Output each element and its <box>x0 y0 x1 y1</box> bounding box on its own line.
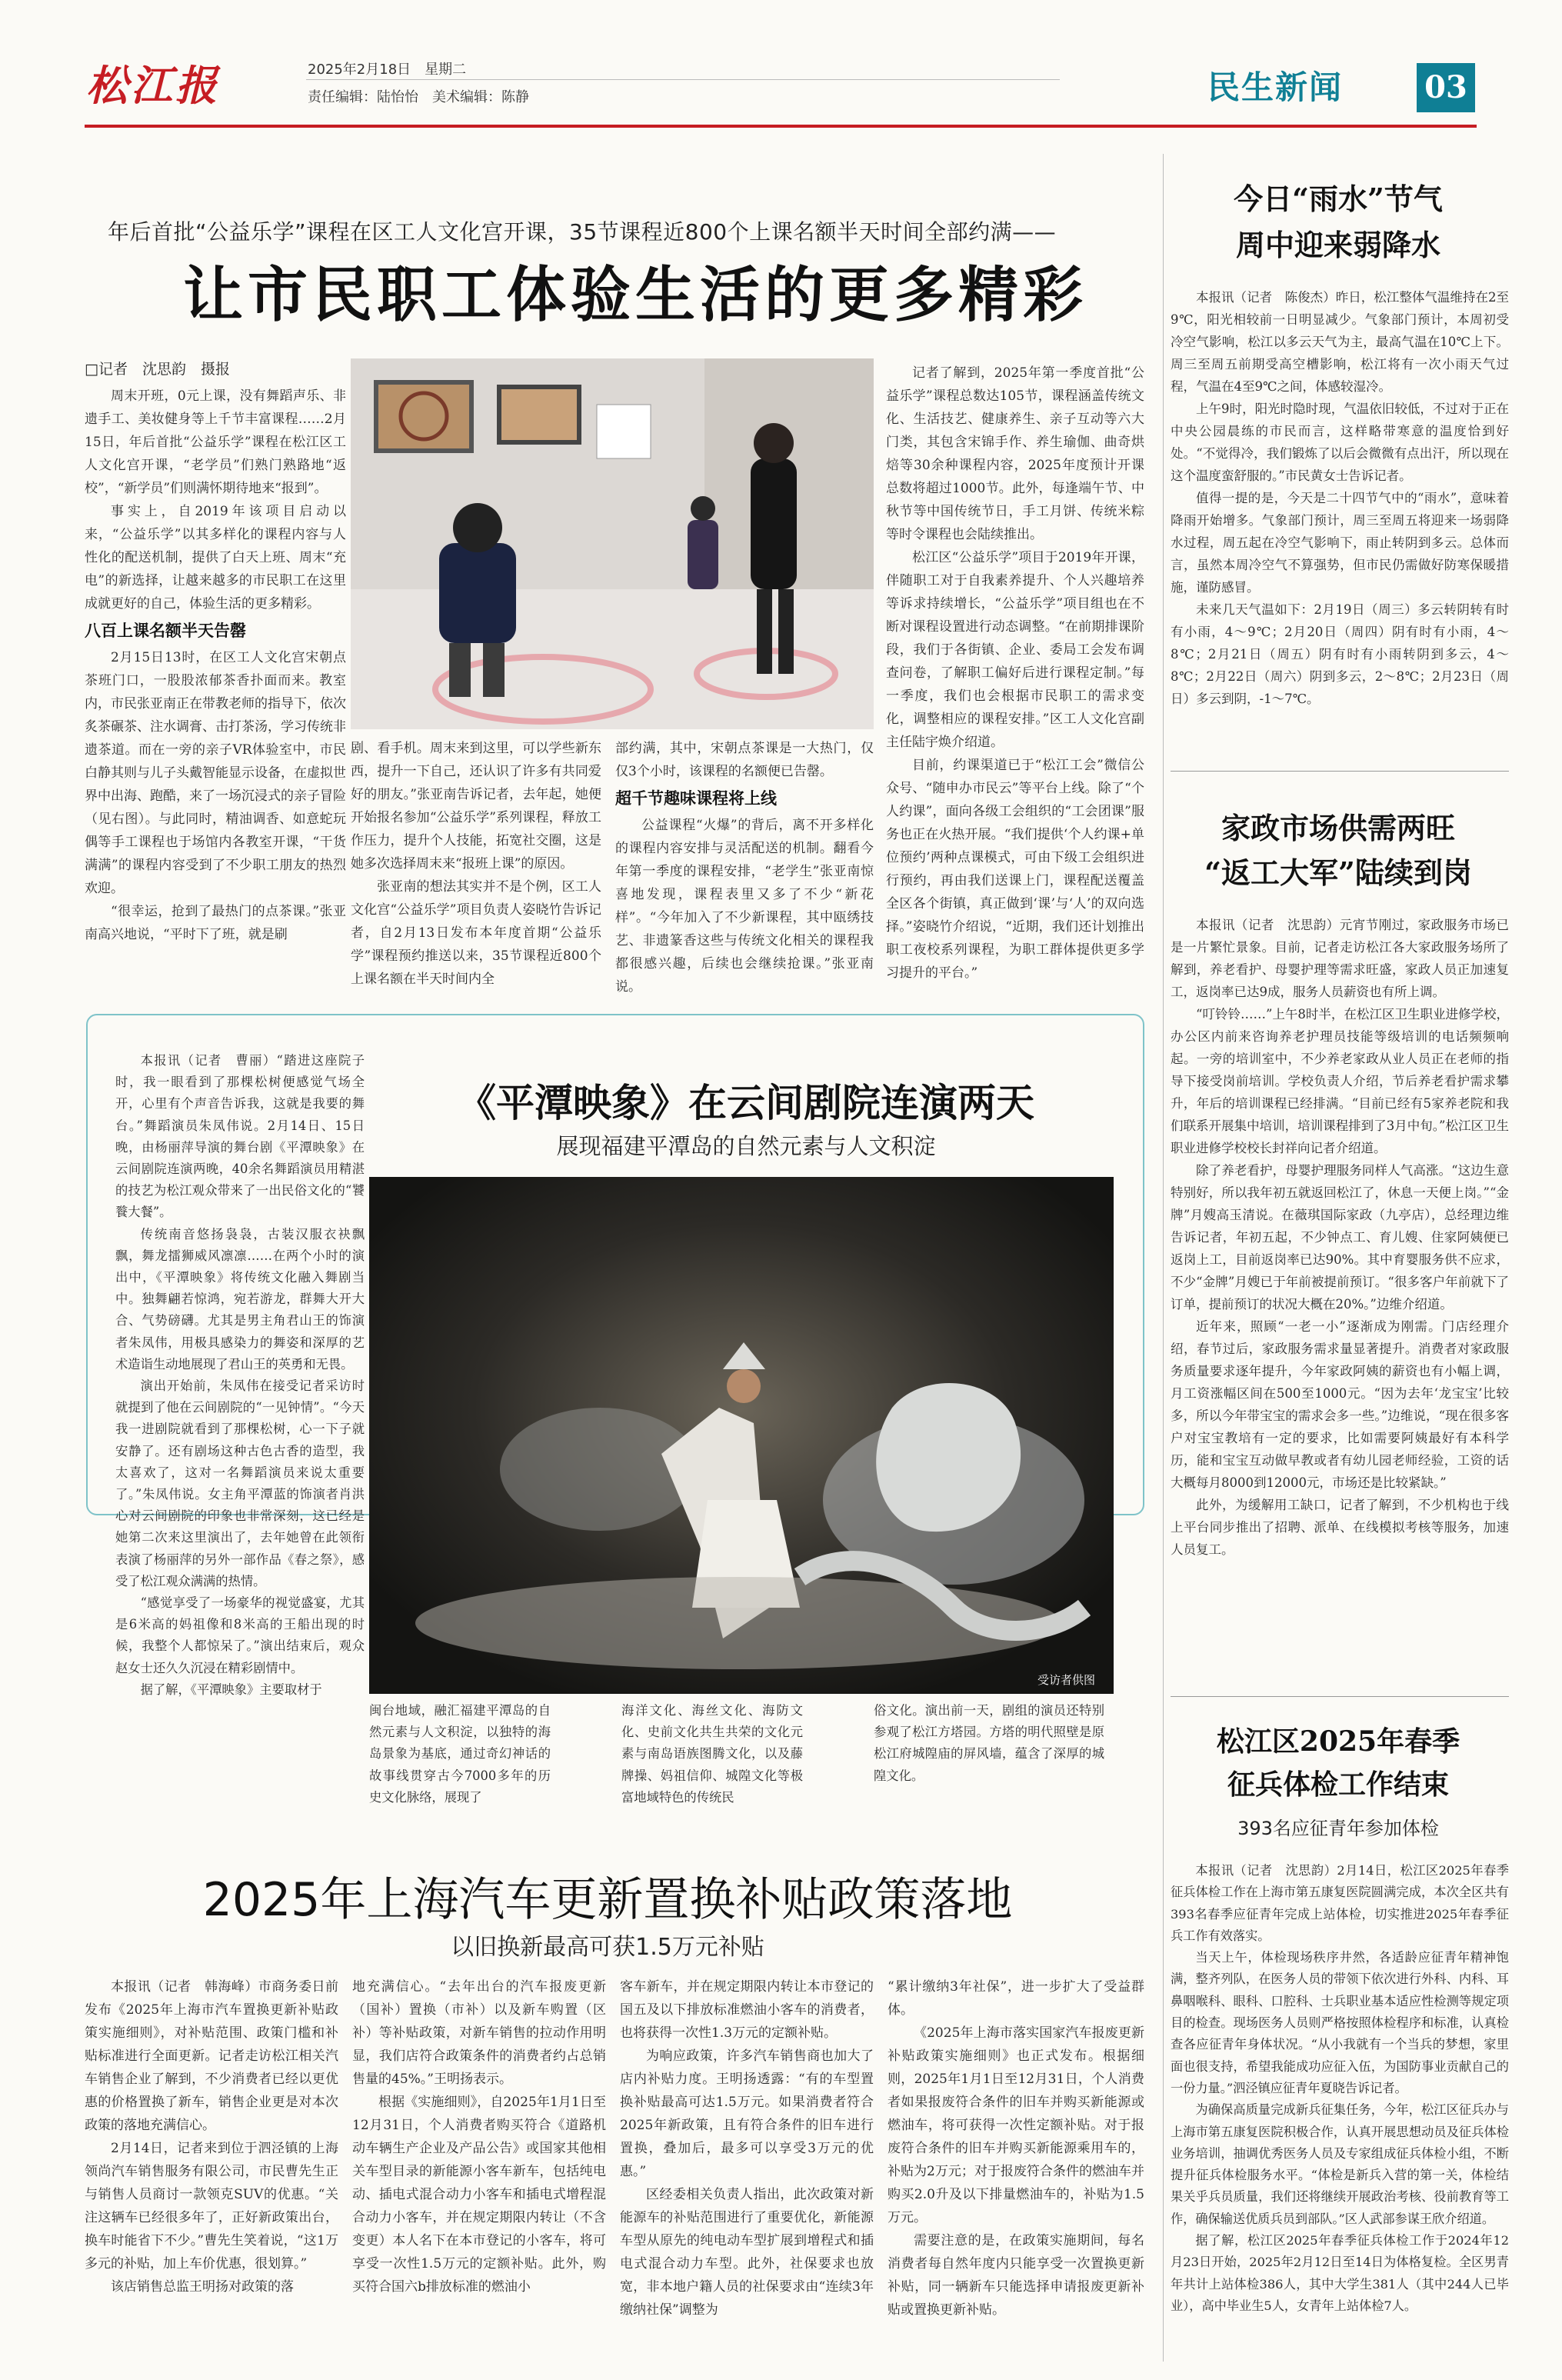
story-kicker: 年后首批“公益乐学”课程在区工人文化宫开课，35节课程近800个上课名额半天时间全部约满—— <box>108 219 1057 245</box>
paragraph: 区经委相关负责人指出，此次政策对新能源车的补贴范围进行了重要优化，新能源车型从原先的纯电动车型扩展到增程式和插电式混合动力车型。此外，社保要求也放宽，非本地户籍人员的社保要求由“连续3年缴纳社保”调整为 <box>620 2187 874 2318</box>
story3-headline: 2025年上海汽车更新置换补贴政策落地 <box>202 1873 1013 1927</box>
page-number <box>1417 63 1475 112</box>
paragraph: 事实上，自2019年该项目启动以来，“公益乐学”以其多样化的课程内容与人性化的配送机制，提供了白天上班、周末“充电”的新选择，让越来越多的市民职工在这里成就更好的自己，体验生活的更多精彩。 <box>85 504 346 612</box>
vr-photo-illustration <box>351 358 874 729</box>
story3-subhead: 以旧换新最高可获1.5万元补贴 <box>451 1934 764 1961</box>
editors-line: 责任编辑：陆怡怡 美术编辑：陈静 <box>308 89 529 105</box>
paragraph: 2月14日，记者来到位于泗泾镇的上海领尚汽车销售服务有限公司，市民曹先生正与销售人员商讨一款领克SUV的优惠。“关注这辆车已经很多年了，正好新政策出台，换车时能省下不少。”曹先生笑着说，“这1万多元的补贴，加上车价优惠，很划算。” <box>85 2141 338 2272</box>
side1-headline-line1: 今日“雨水”节气 <box>1234 182 1443 216</box>
paragraph: 部约满，其中，宋朝点茶课是一大热门，仅仅3个小时，该课程的名额便已告罄。 <box>615 741 874 779</box>
photo-credit: 受访者供图 <box>1037 1673 1095 1687</box>
masthead <box>0 0 1562 135</box>
paragraph: 除了养老看护，母婴护理服务同样人气高涨。“这边生意特别好，所以我年初五就返回松江了，休息一天便上岗。”“金牌”月嫂高玉清说。在薇琪国际家政（九亭店），总经理边维告诉记者，年初五起，不少钟点工、育儿嫂、住家阿姨便已返岗上工，目前返岗率已达90%。其中育婴服务供不应求，不少“金牌”月嫂已于年前被提前预订。“很多客户年前就下了订单，提前预订的状况大概在20%。”边维介绍道。 <box>1171 1163 1509 1312</box>
paragraph: 本报讯（记者 沈思韵）2月14日，松江区2025年春季征兵体检工作在上海市第五康复医院圆满完成，本次全区共有393名春季应征青年完成上站体检，切实推进2025年春季征兵工作有效落实。 <box>1171 1863 1509 1943</box>
story1-col2 <box>351 737 601 987</box>
paragraph: 此外，为缓解用工缺口，记者了解到，不少机构也于线上平台同步推出了招聘、派单、在线模拟考核等服务，加速人员复工。 <box>1171 1498 1509 1557</box>
paragraph: 为响应政策，许多汽车销售商也加大了店内补贴力度。王明扬透露：“有的车型置换补贴最高可达1.5万元。如果消费者符合2025年新政策，且有符合条件的旧车进行置换，叠加后，最多可以享受3万元的优惠。” <box>620 2048 874 2179</box>
vr-classroom-photo <box>351 358 874 729</box>
story3-col1 <box>85 1975 338 2360</box>
story2-col1 <box>115 1050 365 1697</box>
side1-body <box>1171 286 1509 755</box>
story1-col3 <box>615 737 874 995</box>
paragraph: 周末开班，0元上课，没有舞蹈声乐、非遗手工、美妆健身等上千节丰富课程……2月15日，年后首批“公益乐学”课程在松江区工人文化宫开课，“老学员”们熟门熟路地“返校”，“新学员”们则满怀期待地来“报到”。 <box>85 388 346 496</box>
side2-headline-line1: 家政市场供需两旺 <box>1221 811 1455 845</box>
story2-col2 <box>369 1700 551 1812</box>
paragraph: 上午9时，阳光时隐时现，气温依旧较低，不过对于正在中央公园晨练的市民而言，这样略带寒意的温度恰到好处。“不觉得冷，我们锻炼了以后会微微有点出汗，所以现在这个温度蛮舒服的。”市民黄女士告诉记者。 <box>1171 402 1509 483</box>
story-headline: 让市民职工体验生活的更多精彩 <box>182 261 1087 330</box>
side2-headline-line2: “返工大军”陆续到岗 <box>1204 855 1472 890</box>
paragraph: 本报讯（记者 韩海峰）市商务委日前发布《2025年上海市汽车置换更新补贴政策实施细则》，对补贴范围、政策门槛和补贴标准进行全面更新。记者走访松江相关汽车销售企业了解到，不少消费者已经以更优惠的价格置换了新车，销售企业更是对本次政策的落地充满信心。 <box>85 1979 338 2133</box>
story3-col3 <box>620 1975 874 2360</box>
paragraph: “很幸运，抢到了最热门的点茶课。”张亚南高兴地说，“平时下了班，就是刷 <box>85 904 346 942</box>
paragraph: 演出开始前，朱凤伟在接受记者采访时就提到了他在云间剧院的“一见钟情”。“今天我一进剧院就看到了那棵松树，心一下子就安静了。还有剧场这种古色古香的造型，我太喜欢了，这对一名舞蹈演员来说太重要了。”朱凤伟说。女主角平潭蓝的饰演者肖洪心对云间剧院的印象也非常深刻，这已经是她第二次来这里演出了，去年她曾在此领衔表演了杨丽萍的另外一部作品《春之祭》，感受了松江观众满满的热情。 <box>115 1378 365 1588</box>
sidebar-divider <box>1163 154 1164 2362</box>
paragraph: 目前，约课渠道已于“松江工会”微信公众号、“随申办市民云”等平台上线。除了“个人约课”，面向各级工会组织的“工会团课”服务也正在火热开展。“我们提供‘个人约课+单位预约’两种点课模式，可由下级工会组织进行预约，再由我们送课上门，课程配送覆盖全区各个街镇，真正做到‘课’与‘人’的双向选择。”姿晓竹介绍说，“近期，我们还计划推出职工夜校系列课程，为职工群体提供更多学习提升的平台。” <box>886 758 1144 981</box>
paragraph: 根据《实施细则》，自2025年1月1日至12月31日，个人消费者购买符合《道路机动车辆生产企业及产品公告》或国家其他相关车型目录的新能源小客车新车，包括纯电动、插电式混合动力小客车和插电式增程混合动力小客车，并在规定期限内转让（不含变更）本人名下在本市登记的小客车，将可享受一次性1.5万元的定额补贴。此外，购买符合国六b排放标准的燃油小 <box>352 2095 606 2295</box>
masthead-rule <box>85 125 1477 128</box>
paragraph: 本报讯（记者 曹丽）“踏进这座院子时，我一眼看到了那棵松树便感觉气场全开，心里有个声音告诉我，这就是我要的舞台。”舞蹈演员朱凤伟说。2月14日、15日晚，由杨丽萍导演的舞台剧《平潭映象》在云间剧院连演两晚，40余名舞蹈演员用精湛的技艺为松江观众带来了一出民俗文化的“饕餮大餐”。 <box>115 1053 365 1220</box>
story2-subhead: 展现福建平潭岛的自然元素与人文积淀 <box>556 1133 936 1159</box>
story3-col4 <box>888 1975 1144 2360</box>
story2-col3 <box>621 1700 803 1812</box>
paragraph: “累计缴纳3年社保”，进一步扩大了受益群体。 <box>888 1979 1144 2018</box>
story2-col4 <box>874 1700 1104 1812</box>
stage-performance-photo <box>369 1177 1114 1694</box>
story1-col1 <box>85 385 346 942</box>
paragraph: 未来几天气温如下：2月19日（周三）多云转阴转有时有小雨，4～9℃；2月20日（周四）阴有时有小雨，4～8℃；2月21日（周五）阴有时有小雨转阴到多云，4～8℃；2月22日（周六）阴到多云，2～8℃；2月23日（周日）多云到阴，-1～7℃。 <box>1171 602 1509 706</box>
paragraph: “叮铃铃……”上午8时半，在松江区卫生职业进修学校，办公区内前来咨询养老护理员技能等级培训的电话频频响起。一旁的培训室中，不少养老家政从业人员正在老师的指导下接受岗前培训。学校负责人介绍，节后养老看护需求攀升，年后的培训课程已经排满。“目前已经有5家养老院和我们联系开展集中培训，培训课程排到了3月中旬。”松江区卫生职业进修学校校长封祥向记者介绍道。 <box>1171 1007 1509 1155</box>
side1-headline-line2: 周中迎来弱降水 <box>1235 228 1440 262</box>
paragraph: 据了解，《平潭映象》主要取材于 <box>140 1682 322 1697</box>
paragraph: 本报讯（记者 沈思韵）元宵节刚过，家政服务市场已是一片繁忙景象。目前，记者走访松江各大家政服务场所了解到，养老看护、母婴护理等需求旺盛，家政人员正加速复工，返岗率已达9成，服务人员薪资也有所上调。 <box>1171 918 1509 999</box>
side3-headline-line1: 松江区2025年春季 <box>1216 1725 1460 1758</box>
paragraph: 该店销售总监王明扬对政策的落 <box>111 2279 294 2295</box>
paragraph: 据了解，松江区2025年春季征兵体检工作于2024年12月23日开始，2025年2月12日至14日为体格复检。全区男青年共计上站体检386人，其中大学生381人（其中244人已毕业），高中毕业生5人，女青年上站体检7人。 <box>1171 2233 1509 2313</box>
story3-col2 <box>352 1975 606 2360</box>
side3-body <box>1171 1860 1509 2368</box>
section-title: 民生新闻 <box>1207 68 1344 106</box>
paragraph: 本报讯（记者 陈俊杰）昨日，松江整体气温维持在2至9℃，阳光相较前一日明显减少。气象部门预计，本周初受冷空气影响，松江以多云天气为主，最高气温在10℃上下。周三至周五前期受高空槽影响，松江将有一次小雨天气过程，气温在4至9℃之间，体感较湿冷。 <box>1171 290 1509 394</box>
paragraph: 需要注意的是，在政策实施期间，每名消费者每自然年度内只能享受一次置换更新补贴，同一辆新车只能选择申请报废更新补贴或置换更新补贴。 <box>888 2233 1144 2318</box>
paragraph: 记者了解到，2025年第一季度首批“公益乐学”课程总数达105节，课程涵盖传统文化、生活技艺、健康养生、亲子互动等六大门类，其包含宋锦手作、养生瑜伽、曲奇烘焙等30余种课程内容，2025年度预计开课总数将超过1000节。此外，每逢端午节、中秋节等中国传统节日，手工月饼、传统米粽等时令课程也会陆续推出。 <box>886 365 1144 542</box>
newspaper-logo: 松江报 <box>86 61 220 110</box>
paragraph: 张亚南的想法其实并不是个例，区工人文化宫“公益乐学”项目负责人姿晓竹告诉记者，自2月13日发布本年度首期“公益乐学”课程预约推送以来，35节课程近800个上课名额在半天时间内全 <box>351 879 601 987</box>
subheading: 八百上课名额半天告罄 <box>85 622 246 640</box>
paragraph: 当天上午，体检现场秩序井然，各适龄应征青年精神饱满，整齐列队，在医务人员的带领下依次进行外科、内科、耳鼻咽喉科、眼科、口腔科、士兵职业基本适应性检测等规定项目的检查。现场医务人员则严格按照体检程序和标准，认真检查各应征青年身体状况。“从小我就有一个当兵的梦想，家里面也很支持，希望我能成功应征入伍，为国防事业贡献自己的一份力量。”泗泾镇应征青年夏晓告诉记者。 <box>1171 1950 1509 2095</box>
side3-subhead: 393名应征青年参加体检 <box>1237 1818 1439 1839</box>
paragraph: 松江区“公益乐学”项目于2019年开课，伴随职工对于自我素养提升、个人兴趣培养等诉求持续增长，“公益乐学”项目组也在不断对课程设置进行动态调整。“在前期排课阶段，我们于各街镇、企业、委局工会发布调查问卷，了解职工偏好后进行课程定制。”每一季度，我们也会根据市民职工的需求变化，调整相应的课程安排。”区工人文化宫副主任陆宇焕介绍道。 <box>886 550 1144 750</box>
paragraph: 传统南音悠扬袅袅，古装汉服衣袂飘飘，舞龙擂狮威风凛凛……在两个小时的演出中，《平潭映象》将传统文化融入舞剧当中。独舞翩若惊鸿，宛若游龙，群舞大开大合、气势磅礴。尤其是男主角君山王的饰演者朱凤伟，用极具感染力的舞姿和深厚的艺术造诣生动地展现了君山王的英勇和无畏。 <box>115 1226 365 1372</box>
paragraph: 客车新车，并在规定期限内转让本市登记的国五及以下排放标准燃油小客车的消费者，也将获得一次性1.3万元的定额补贴。 <box>620 1979 874 2041</box>
story2-headline: 《平潭映象》在云间剧院连演两天 <box>458 1080 1034 1125</box>
date-line: 2025年2月18日 星期二 <box>308 62 467 78</box>
paragraph: 剧、看手机。周末来到这里，可以学些新东西，提升一下自己，还认识了许多有共同爱好的朋友。”张亚南告诉记者，去年起，她便开始报名参加“公益乐学”系列课程，释放工作压力，提升个人技能，拓宽社交圈，这是她多次选择周末来“报班上课”的原因。 <box>351 741 601 872</box>
paragraph: 2月15日13时，在区工人文化宫宋朝点茶班门口，一股股浓郁茶香扑面而来。教室内，市民张亚南正在带教老师的指导下，依次炙茶碾茶、注水调膏、击打茶汤，学习传统非遗茶道。而在一旁的亲子VR体验室中，市民白静其则与儿子头戴智能显示设备，在虚拟世界中出海、跑酷，来了一场沉浸式的亲子冒险（见右图）。与此同时，精油调香、如意蛇玩偶等手工课程也于场馆内各教室开课，“干货满满”的课程内容受到了不少职工朋友的热烈欢迎。 <box>85 650 346 896</box>
paragraph: 地充满信心。“去年出台的汽车报废更新（国补）置换（市补）以及新车购置（区补）等补贴政策，对新车销售的拉动作用明显，我们店符合政策条件的消费者约占总销售量的45%。”王明扬表示。 <box>352 1979 606 2087</box>
paragraph: 《2025年上海市落实国家汽车报废更新补贴政策实施细则》也正式发布。根据细则，2025年1月1日至12月31日，个人消费者如果报废符合条件的旧车并购买新能源或燃油车，将可获得一次性定额补贴。对于报废符合条件的旧车并购买新能源乘用车的，补贴为2万元；对于报废符合条件的燃油车并购买2.0升及以下排量燃油车的，补贴为1.5万元。 <box>888 2025 1144 2225</box>
story-byline: □记者 沈思韵 摄报 <box>85 361 230 378</box>
paragraph: 俗文化。演出前一天，剧组的演员还特别参观了松江方塔园。方塔的明代照壁是原松江府城隍庙的屏风墙，蕴含了深厚的城隍文化。 <box>874 1703 1104 1783</box>
stage-photo-illustration <box>369 1177 1114 1694</box>
paragraph: “感觉享受了一场豪华的视觉盛宴，尤其是6米高的妈祖像和8米高的王船出现的时候，我整个人都惊呆了。”演出结束后，观众赵女士还久久沉浸在精彩剧情中。 <box>115 1595 365 1675</box>
page-number-text: 03 <box>1424 69 1467 105</box>
side3-headline-line2: 征兵体检工作结束 <box>1227 1768 1449 1801</box>
paragraph: 海洋文化、海丝文化、海防文化、史前文化共生共荣的文化元素与南岛语族图腾文化，以及藤牌操、妈祖信仰、城隍文化等极富地域特色的传统民 <box>621 1703 803 1805</box>
side2-body <box>1171 914 1509 1683</box>
subheading: 超千节趣味课程将上线 <box>615 789 777 808</box>
paragraph: 为确保高质量完成新兵征集任务，今年，松江区征兵办与上海市第五康复医院积极合作，认真开展思想动员及征兵体检业务培训，抽调优秀医务人员及专家组成征兵体检小组，不断提升征兵体检服务水平。“体检是新兵入营的第一关，体检结果关乎兵员质量，我们还将继续开展政治考核、役前教育等工作，确保输送优质兵员到部队。”区人武部参谋王欣介绍道。 <box>1171 2102 1509 2226</box>
story1-col4 <box>886 362 1144 981</box>
paragraph: 值得一提的是，今天是二十四节气中的“雨水”，意味着降雨开始增多。气象部门预计，周三至周五将迎来一场弱降水过程，周五起在冷空气影响下，雨止转阴到多云。总体而言，虽然本周冷空气不算强势，但市民仍需做好防寒保暖措施，谨防感冒。 <box>1171 491 1509 595</box>
paragraph: 闽台地域，融汇福建平潭岛的自然元素与人文积淀，以独特的海岛景象为基底，通过奇幻神话的故事线贯穿古今7000多年的历史文化脉络，展现了 <box>369 1703 551 1805</box>
paragraph: 公益课程“火爆”的背后，离不开多样化的课程内容安排与灵活配送的机制。翻看今年第一季度的课程安排，“老学生”张亚南惊喜地发现，课程表里又多了不少“新花样”。“今年加入了不少新课程，其中瓯绣技艺、非遗篆香这些与传统文化相关的课程我都很感兴趣，后续也会继续抢课。”张亚南说。 <box>615 818 874 995</box>
paragraph: 近年来，照顾“一老一小”逐渐成为刚需。门店经理介绍，春节过后，家政服务需求量显著提升。消费者对家政服务质量要求逐年提升，今年家政阿姨的薪资也有小幅上调，月工资涨幅区间在500至1000元。“因为去年‘龙宝宝’比较多，所以今年带宝宝的需求会多一些。”边维说，“现在很多客户对宝宝教培有一定的要求，比如需要阿姨最好有本科学历，能和宝宝互动做早教或者有幼儿园老师经验，工资的话大概每月8000到12000元，市场还是比较紧缺。” <box>1171 1319 1509 1490</box>
